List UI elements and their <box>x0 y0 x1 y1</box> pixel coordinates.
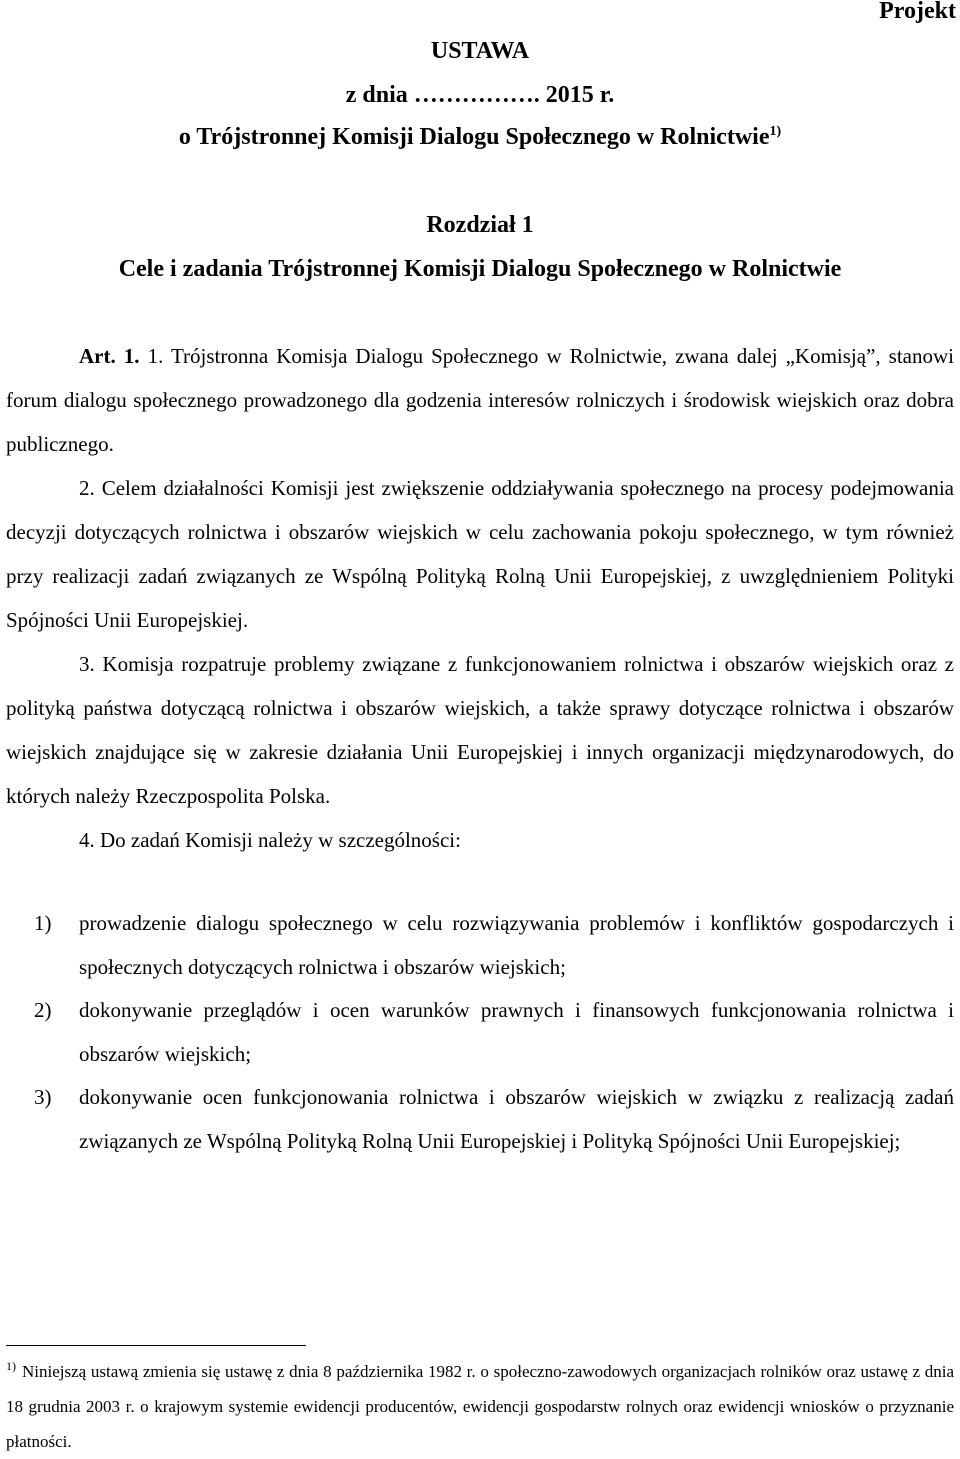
article-paragraph-1 <box>6 334 954 466</box>
list-item-text: dokonywanie ocen funkcjonowania rolnictwa i obszarów wiejskich w związku z realizacją zadań związanych ze Wspólną Polityką Rolną Unii Europejskiej i Polityką Spójności Unii Europejskiej; <box>79 1085 954 1153</box>
list-item <box>6 902 954 989</box>
article-paragraph-1-text: 1. Trójstronna Komisja Dialogu Społecznego w Rolnictwie, zwana dalej „Komisją”, stanowi forum dialogu społecznego prowadzonego dla godzenia interesów rolniczych i środowisk wiejskich oraz dobra publicznego. <box>6 344 954 456</box>
act-title <box>0 124 960 151</box>
footnote-marker: 1) <box>6 1359 16 1374</box>
footnote <box>6 1354 954 1459</box>
list-item <box>6 989 954 1076</box>
projekt-label: Projekt <box>879 0 956 24</box>
list-item <box>6 1076 954 1163</box>
chapter-title: Cele i zadania Trójstronnej Komisji Dialogu Społecznego w Rolnictwie <box>118 256 842 282</box>
list-item-text: dokonywanie przeglądów i ocen warunków prawnych i finansowych funkcjonowania rolnictwa i obszarów wiejskich; <box>79 998 954 1066</box>
chapter-number: Rozdział 1 <box>426 212 534 238</box>
act-date-line: z dnia ……………. 2015 r. <box>345 82 615 108</box>
tasks-list <box>6 902 954 1163</box>
footnote-separator <box>6 1345 306 1346</box>
article-label: Art. 1. <box>79 344 140 368</box>
article-paragraph-3: 3. Komisja rozpatruje problemy związane z funkcjonowaniem rolnictwa i obszarów wiejskich oraz z polityką państwa dotyczącą rolnictwa i obszarów wiejskich, a także sprawy dotyczące rolnictwa i obszarów wiejskich znajdujące się w zakresie działania Unii Europejskiej i innych organizacji międzynarodowych, do których należy Rzeczpospolita Polska. <box>6 652 954 808</box>
footnote-reference: 1) <box>769 124 782 139</box>
footnote-text: Niniejszą ustawą zmienia się ustawę z dnia 8 października 1982 r. o społeczno-zawodowych organizacjach rolników oraz ustawę z dnia 18 grudnia 2003 r. o krajowym systemie ewidencji producentów, ewidencji gospodarstw rolnych oraz ewidencji wniosków o przyznanie płatności. <box>6 1362 954 1451</box>
list-item-number: 1) <box>34 911 52 935</box>
act-type-heading: USTAWA <box>430 38 530 64</box>
list-item-number: 3) <box>34 1085 52 1109</box>
article-paragraph-4: 4. Do zadań Komisji należy w szczególności: <box>79 828 461 852</box>
article-body <box>6 334 954 862</box>
list-item-number: 2) <box>34 998 52 1022</box>
act-title-text: o Trójstronnej Komisji Dialogu Społecznego w Rolnictwie <box>178 124 770 150</box>
article-paragraph-2: 2. Celem działalności Komisji jest zwiększenie oddziaływania społecznego na procesy podejmowania decyzji dotyczących rolnictwa i obszarów wiejskich w celu zachowania pokoju społecznego, w tym również przy realizacji zadań związanych ze Wspólną Polityką Rolną Unii Europejskiej, z uwzględnieniem Polityki Spójności Unii Europejskiej. <box>6 476 954 632</box>
list-item-text: prowadzenie dialogu społecznego w celu rozwiązywania problemów i konfliktów gospodarczych i społecznych dotyczących rolnictwa i obszarów wiejskich; <box>79 911 954 979</box>
